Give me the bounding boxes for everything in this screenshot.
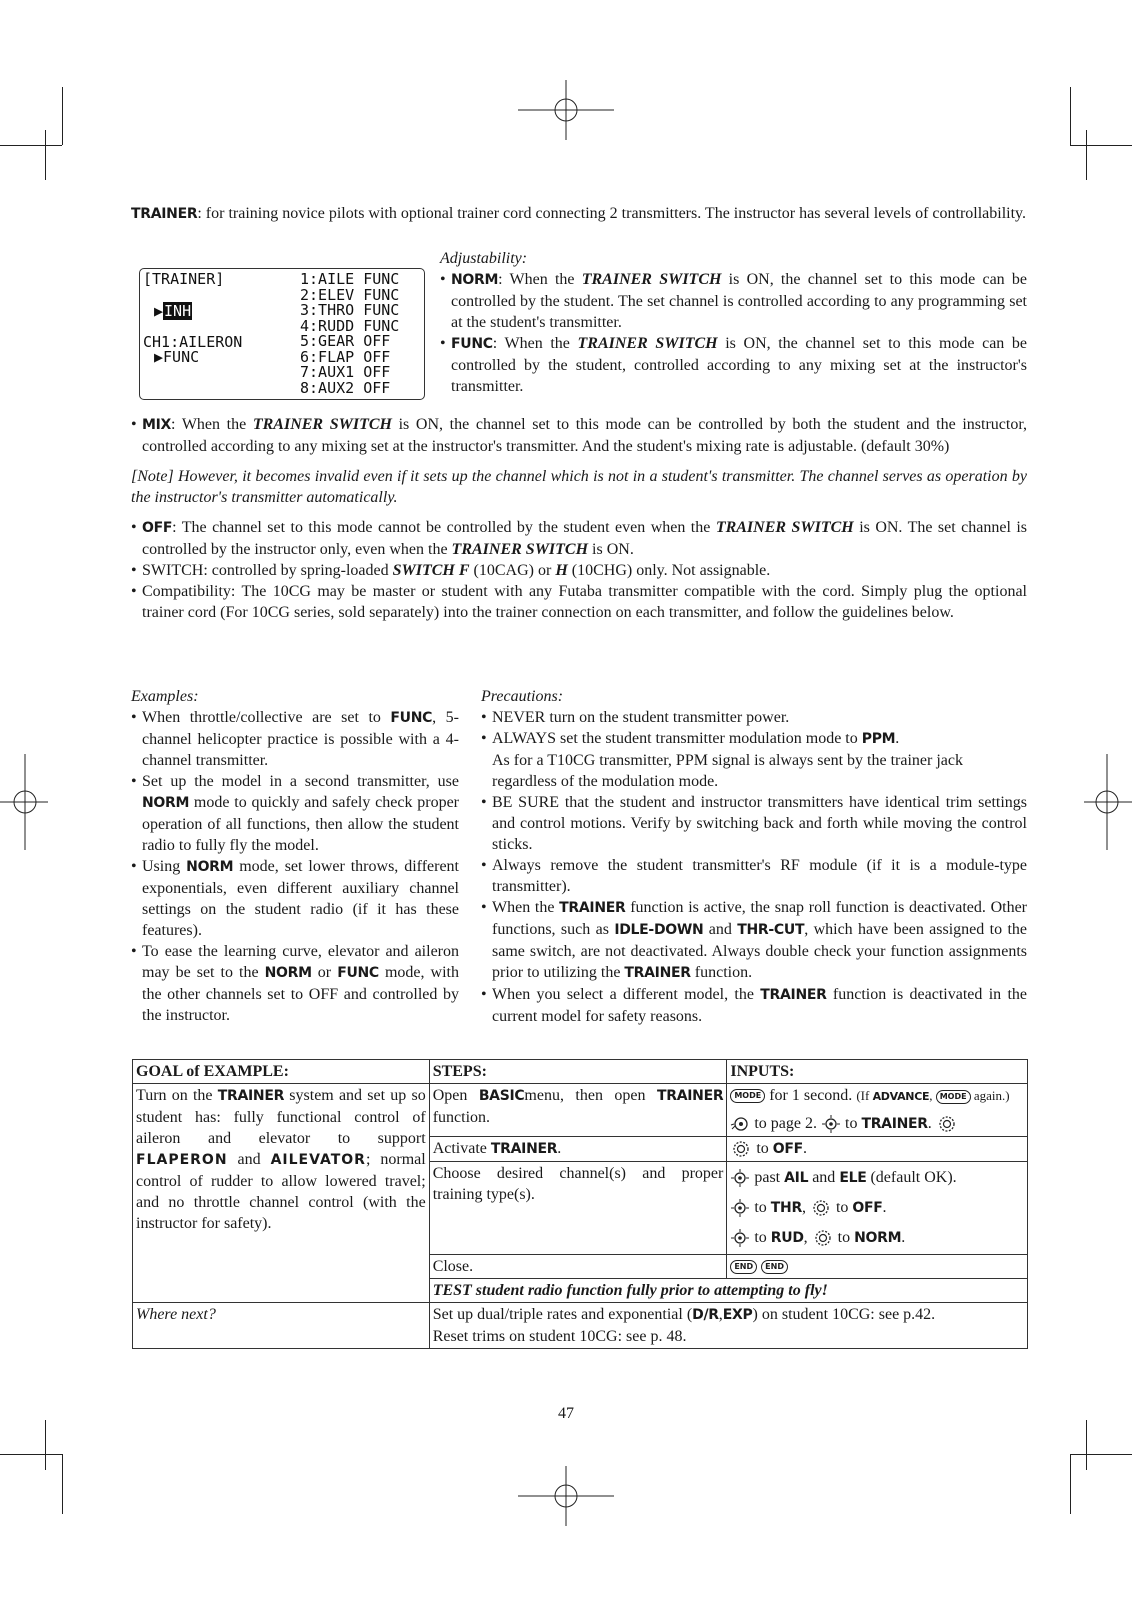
compatibility-bullet: • Compatibility: The 10CG may be master or student with any Futaba transmitter compatible with the cord. Simply plug the optional trainer cord (For 10CG series, sold separately) into the trainer connection on each transmitter, and follow the guidelines below. bbox=[131, 581, 1027, 623]
lcd-channel-item: 7:AUX1 OFF bbox=[300, 363, 391, 381]
crop-mark bbox=[1070, 87, 1071, 145]
lcd-channel-item: 4:RUDD FUNC bbox=[300, 316, 400, 335]
mix-bullet: • MIX: When the TRAINER SWITCH is ON, the channel set to this mode can be controlled by both the student and the instructor, controlled according to any mixing set at the instructor's transmitter. And the student's mixing rate is adjustable. (default 30%) bbox=[131, 414, 1027, 457]
dial-icon bbox=[812, 1228, 834, 1248]
note-paragraph: [Note] However, it becomes invalid even if it sets up the channel which is not in a student's transmitter. The channel serves as operation by the instructor's transmitter automatically. bbox=[131, 468, 1027, 506]
dial-press-icon bbox=[730, 1199, 750, 1217]
crop-mark bbox=[1070, 145, 1132, 146]
lcd-title: [TRAINER] bbox=[143, 270, 225, 288]
adjustability-section bbox=[440, 248, 1027, 397]
lcd-channel-item: 2:ELEV FUNC bbox=[300, 285, 400, 304]
modes-section bbox=[131, 414, 1027, 623]
input-cell: to OFF. bbox=[727, 1137, 1028, 1162]
lcd-channel-item: 3:THRO FUNC bbox=[300, 301, 400, 319]
dial-press-icon bbox=[730, 1229, 750, 1247]
crop-mark bbox=[1070, 1454, 1132, 1455]
mode-button-icon: MODE bbox=[936, 1090, 971, 1104]
lcd-mode: ▶INH bbox=[154, 302, 192, 320]
example-item: • Using NORM mode, set lower throws, different exponentials, even different auxiliary channel settings on the student radio (if it has these features). bbox=[131, 856, 459, 941]
goal-table bbox=[132, 1059, 1028, 1349]
table-header-goal: GOAL of EXAMPLE: bbox=[133, 1060, 430, 1084]
step-cell: Close. bbox=[429, 1255, 727, 1279]
crop-mark bbox=[45, 1420, 46, 1470]
table-header-steps: STEPS: bbox=[429, 1060, 727, 1084]
norm-bullet: • NORM: When the TRAINER SWITCH is ON, the channel set to this mode can be controlled by the student. The set channel is controlled according to any programming set at the student's transmitter. bbox=[440, 269, 1027, 333]
crop-mark bbox=[62, 87, 63, 145]
precaution-item: • NEVER turn on the student transmitter power. bbox=[481, 707, 1027, 728]
trainer-keyword: TRAINER bbox=[131, 206, 198, 222]
where-next-cell: Set up dual/triple rates and exponential (D/R,EXP) on student 10CG: see p.42. Reset trims on student 10CG: see p. 48. bbox=[429, 1303, 1027, 1349]
intro-paragraph: TRAINER: for training novice pilots with optional trainer cord connecting 2 transmitters. The instructor has several levels of controllability. bbox=[131, 205, 1027, 222]
lcd-channel-mode: ▶FUNC bbox=[154, 348, 200, 366]
step-cell: Activate TRAINER. bbox=[429, 1137, 727, 1162]
input-cell: MODE for 1 second. (If ADVANCE, MODE again.) to page 2. to TRAINER. bbox=[727, 1084, 1028, 1137]
registration-mark bbox=[1084, 754, 1132, 850]
dial-icon bbox=[730, 1139, 752, 1159]
precautions-column bbox=[481, 686, 1027, 1027]
crop-mark bbox=[1086, 130, 1087, 180]
dial-press-icon bbox=[821, 1115, 841, 1133]
switch-bullet: • SWITCH: controlled by spring-loaded SWITCH F (10CAG) or H (10CHG) only. Not assignable. bbox=[131, 560, 1027, 581]
registration-mark bbox=[518, 1466, 614, 1526]
func-bullet: • FUNC: When the TRAINER SWITCH is ON, the channel set to this mode can be controlled by the student, controlled according to any mixing set at the instructor's transmitter. bbox=[440, 333, 1027, 397]
dial-turn-icon bbox=[730, 1115, 750, 1133]
lcd-channel-item: 5:GEAR OFF bbox=[300, 332, 391, 350]
off-bullet: • OFF: The channel set to this mode cannot be controlled by the student even when the TRAINER SWITCH is ON. The set channel is controlled by the instructor only, even when the TRAINER SWITCH is ON. bbox=[131, 517, 1027, 560]
lcd-channel-item: 6:FLAP OFF bbox=[300, 347, 391, 366]
goal-cell: Turn on the TRAINER system and set up so student has: fully functional control of aileron and elevator to support FLAPERON and AILEVATOR; normal control of rudder to allow lowered travel; and no throttle channel control (with the instructor for safety). bbox=[133, 1084, 430, 1303]
dial-press-icon bbox=[730, 1169, 750, 1187]
end-button-icon: END bbox=[761, 1260, 788, 1274]
registration-mark bbox=[518, 80, 614, 140]
where-next-label: Where next? bbox=[133, 1303, 430, 1349]
example-item: • Set up the model in a second transmitter, use NORM mode to quickly and safely check proper operation of all functions, then allow the student radio to fully fly the model. bbox=[131, 771, 459, 856]
lcd-channel: CH1:AILERON bbox=[143, 333, 243, 351]
crop-mark bbox=[1070, 1454, 1071, 1514]
page-number: 47 bbox=[558, 1405, 574, 1422]
input-cell: past AIL and ELE (default OK). to THR, to OFF. to RUD, to NORM. bbox=[727, 1162, 1028, 1255]
example-item: • When throttle/collective are set to FUNC, 5-channel helicopter practice is possible with a 4-channel transmitter. bbox=[131, 707, 459, 771]
end-button-icon: END bbox=[730, 1260, 757, 1274]
dial-icon bbox=[936, 1114, 958, 1134]
step-cell: Open BASICmenu, then open TRAINER function. bbox=[429, 1084, 727, 1137]
lcd-channel-item: 8:AUX2 OFF bbox=[300, 378, 391, 397]
dial-icon bbox=[810, 1198, 832, 1218]
mode-button-icon: MODE bbox=[730, 1089, 765, 1103]
lcd-screen bbox=[139, 268, 425, 400]
crop-mark bbox=[62, 1454, 63, 1514]
precaution-item: • ALWAYS set the student transmitter modulation mode to PPM. As for a T10CG transmitter, PPM signal is always sent by the trainer jack regardless of the modulation mode. bbox=[481, 728, 1027, 792]
step-cell: Choose desired channel(s) and proper training type(s). bbox=[429, 1162, 727, 1255]
examples-heading: Examples: bbox=[131, 688, 199, 705]
crop-mark bbox=[1086, 1420, 1087, 1470]
test-warning: TEST student radio function fully prior to attempting to fly! bbox=[429, 1279, 1027, 1303]
precautions-heading: Precautions: bbox=[481, 688, 564, 705]
precaution-item: • When you select a different model, the TRAINER function is deactivated in the current model for safety reasons. bbox=[481, 984, 1027, 1027]
lcd-channel-item: 1:AILE FUNC bbox=[300, 270, 400, 288]
precaution-item: • BE SURE that the student and instructor transmitters have identical trim settings and control motions. Verify by switching back and forth while moving the control sticks. bbox=[481, 792, 1027, 855]
input-cell bbox=[727, 1255, 1028, 1279]
table-header-inputs: INPUTS: bbox=[727, 1060, 1028, 1084]
examples-column bbox=[131, 686, 459, 1026]
registration-mark bbox=[0, 754, 48, 850]
precaution-item: • Always remove the student transmitter's RF module (if it is a module-type transmitter). bbox=[481, 855, 1027, 897]
adjustability-heading: Adjustability: bbox=[440, 250, 528, 267]
crop-mark bbox=[45, 130, 46, 180]
example-item: • To ease the learning curve, elevator and aileron may be set to the NORM or FUNC mode, with the other channels set to OFF and controlled by the instructor. bbox=[131, 941, 459, 1026]
crop-mark bbox=[0, 1454, 62, 1455]
crop-mark bbox=[0, 145, 62, 146]
precaution-item: • When the TRAINER function is active, the snap roll function is deactivated. Other functions, such as IDLE-DOWN and THR-CUT, which have been assigned to the same switch, are not deactivated. Always double check your function assignments prior to utilizing the TRAINER function. bbox=[481, 897, 1027, 984]
